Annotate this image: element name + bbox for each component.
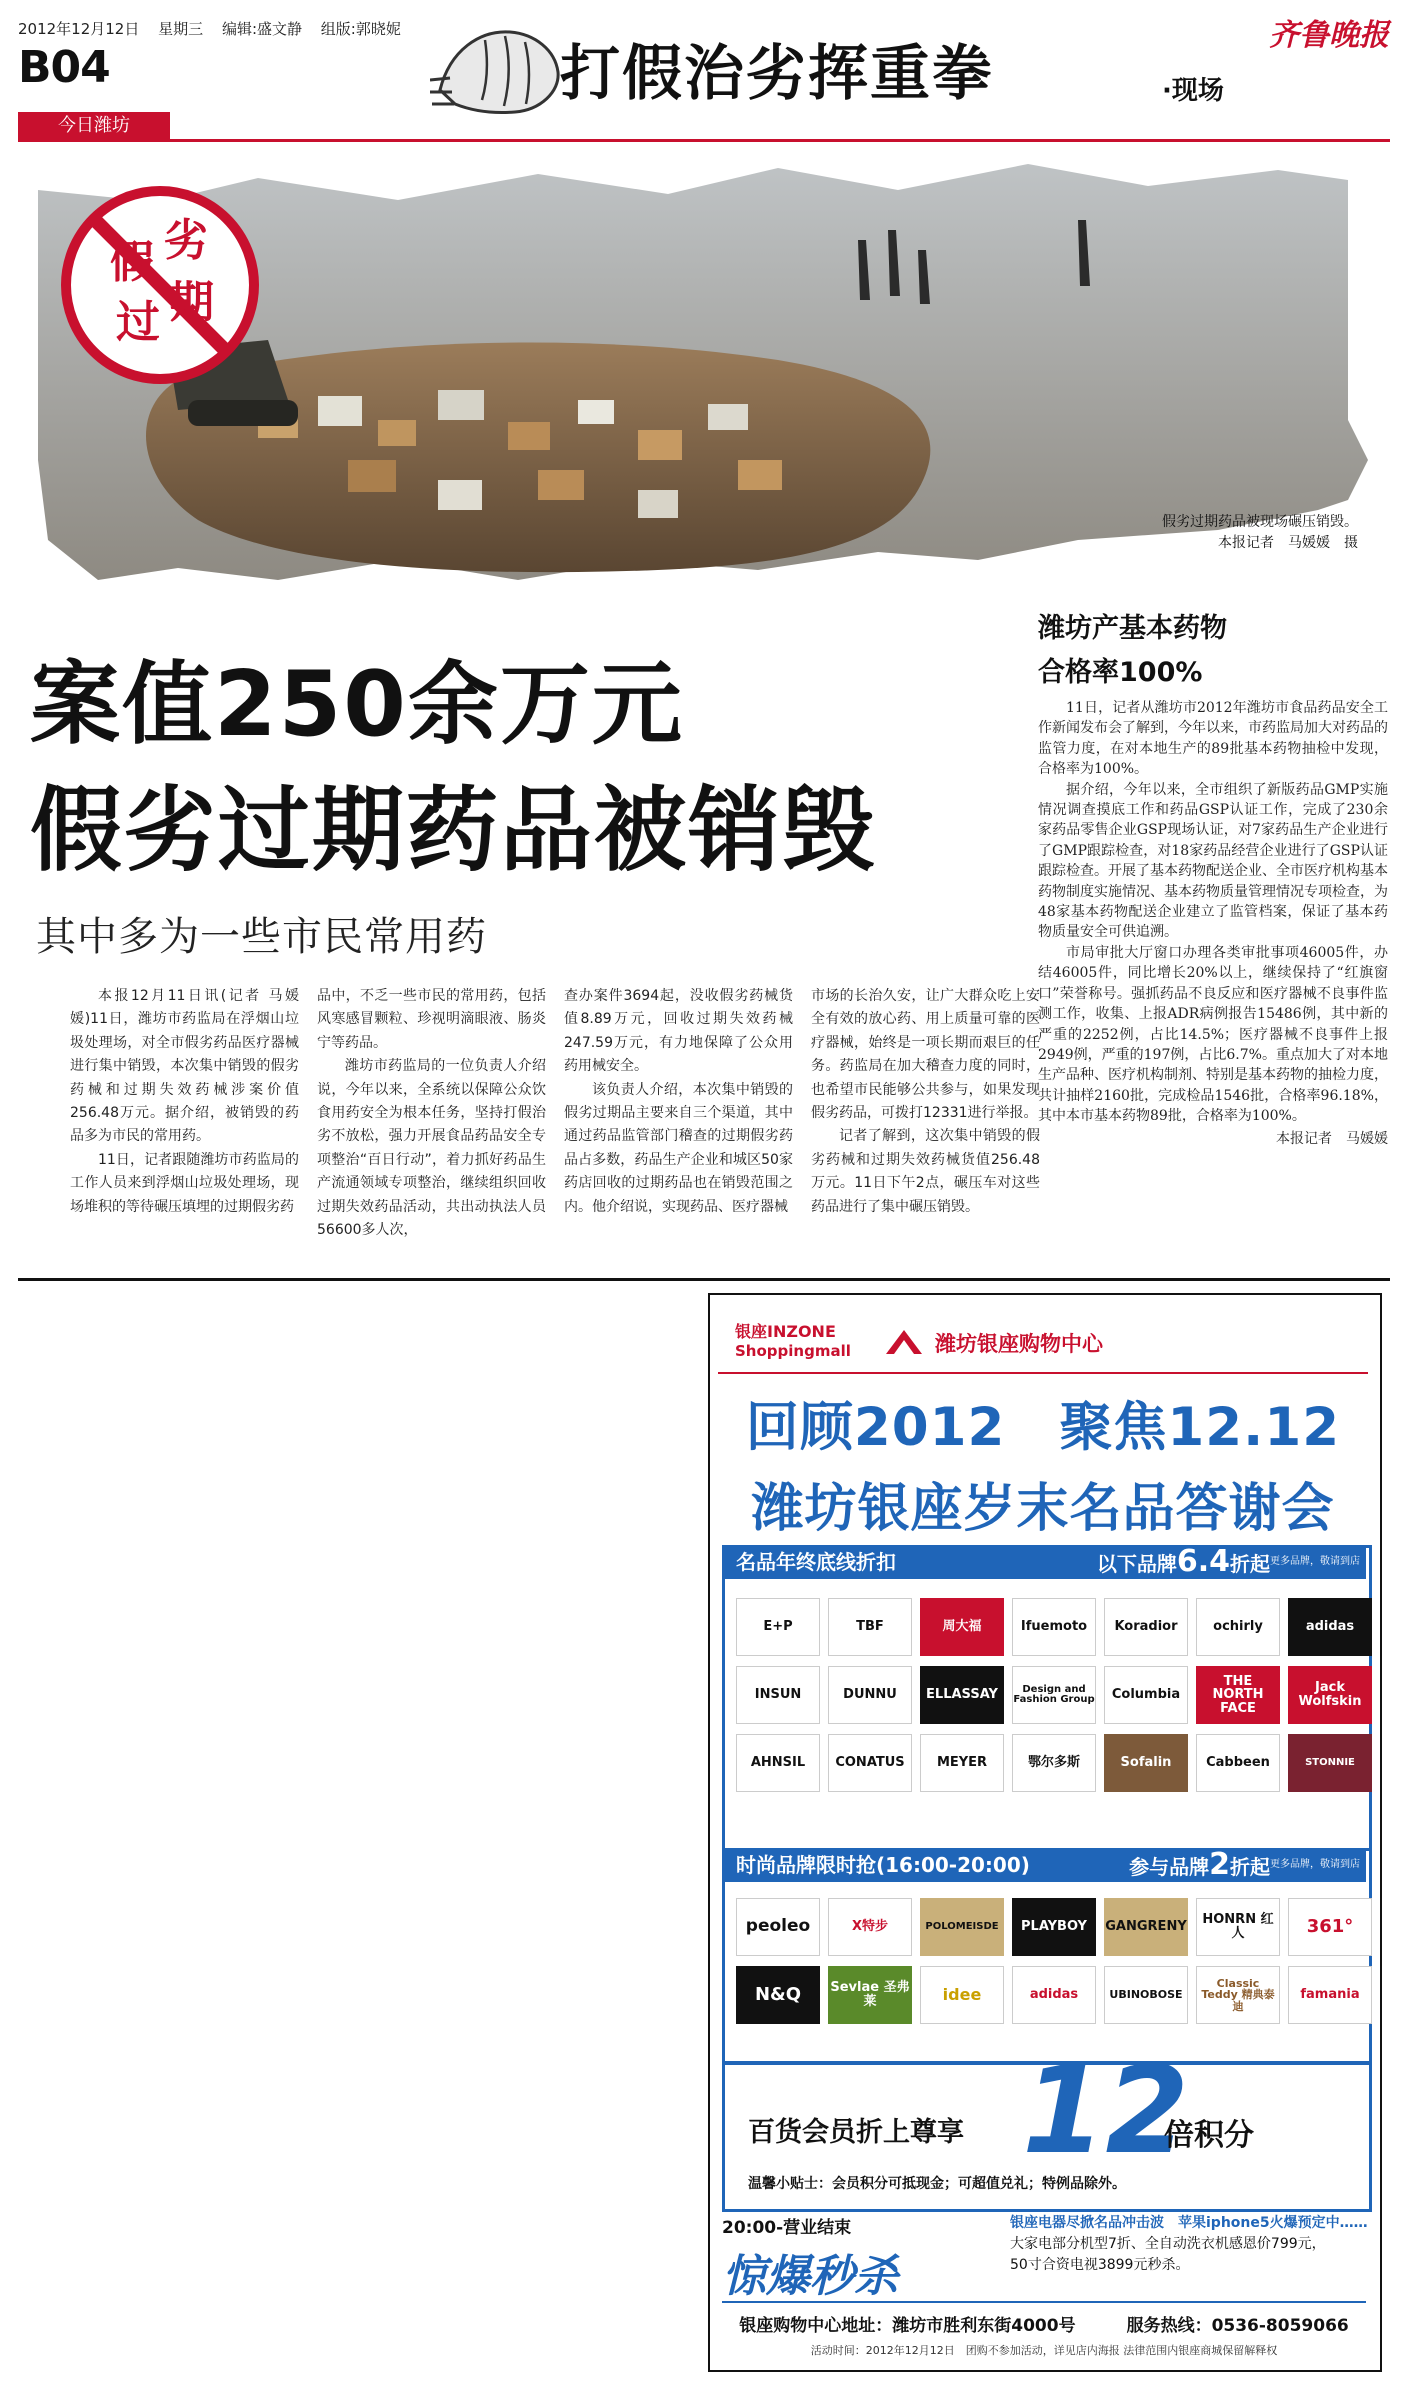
brand-logo: DUNNU <box>828 1666 912 1724</box>
brand-logo: adidas <box>1012 1966 1096 2024</box>
brand-logo: POLOMEISDE <box>920 1898 1004 1956</box>
flash-sale-bar <box>722 1848 1366 1882</box>
flash-detail-line: 银座电器尽掀名品冲击波 苹果iphone5火爆预定中…… <box>1010 2215 1368 2231</box>
discount-rate <box>1097 1545 1270 1581</box>
fine-print: 活动时间：2012年12月12日 团购不参加活动，详见店内海报 法律范围内银座商城保留解释权 <box>810 2344 1278 2357</box>
photo-caption <box>1118 512 1358 554</box>
brand-logo: AHNSIL <box>736 1734 820 1792</box>
brand-logo: X特步 <box>828 1898 912 1956</box>
flash-time: 20:00-营业结束 <box>722 2218 852 2238</box>
sidebar-signature: 本报记者 马媛媛 <box>1276 1130 1388 1147</box>
stamp-badge <box>60 185 260 385</box>
article-column <box>811 985 1040 1270</box>
paragraph: 11日，记者跟随潍坊市药监局的工作人员来到浮烟山垃圾处理场，现场堆积的等待碾压填埋的过期假劣药 <box>70 1151 299 1215</box>
layout-credit: 组版:郭晓妮 <box>320 20 401 38</box>
paragraph: 潍坊市药监局的一位负责人介绍说，今年以来，全系统以保障公众饮食用药安全为根本任务，坚持打假治劣不放松，强力开展食品药品安全专项整治“百日行动”，着力抓好药品生产流通领域专项整治，继续组织回收过期失效药品活动，共出动执法人员56600多人次， <box>317 1058 546 1239</box>
discount-label: 名品年终底线折扣 <box>736 1550 896 1574</box>
brand-logo: HONRN 红人 <box>1196 1898 1280 1956</box>
ad-title-1: 回顾2012 聚焦12.12 <box>745 1397 1341 1458</box>
flash-detail-line: 大家电部分机型7折、全自动洗衣机感恩价799元， <box>1010 2236 1326 2252</box>
mall-logo-en: Shoppingmall <box>735 1342 851 1360</box>
subheadline: 其中多为一些市民常用药 <box>36 914 487 960</box>
more-brands-note: 更多品牌，敬请到店 <box>1270 1556 1360 1567</box>
brand-logo: famania <box>1288 1966 1372 2024</box>
flash-detail-line: 50寸合资电视3899元秒杀。 <box>1010 2257 1190 2273</box>
paragraph: 品中，不乏一些市民的常用药，包括风寒感冒颗粒、珍视明滴眼液、肠炎宁等药品。 <box>317 988 546 1051</box>
sidebar-body <box>1038 698 1388 1149</box>
issue-date: 2012年12月12日 <box>18 20 140 38</box>
discount-post: 折起 <box>1230 1552 1270 1576</box>
stamp-char: 假 <box>110 237 154 288</box>
brand-logo: Design and Fashion Group <box>1012 1666 1096 1724</box>
brand-logo: Koradior <box>1104 1598 1188 1656</box>
caption-line: 假劣过期药品被现场碾压销毁。 <box>1162 514 1358 530</box>
more-brands-note: 更多品牌，敬请到店 <box>1270 1859 1360 1870</box>
points-label: 百货会员折上尊享 <box>748 2117 964 2148</box>
article-column <box>70 985 299 1270</box>
flash-details <box>1010 2213 1368 2276</box>
brand-logo: ochirly <box>1196 1598 1280 1656</box>
points-multiplier: 12 <box>1022 2042 1189 2181</box>
store-name: 潍坊银座购物中心 <box>935 1332 1103 1356</box>
editor-credit: 编辑:盛文静 <box>221 20 302 38</box>
headline-line-2: 假劣过期药品被销毁 <box>30 777 877 884</box>
stamp-char: 过 <box>116 297 160 348</box>
flash-title: 惊爆秒杀 <box>722 2251 898 2302</box>
brand-logo: Columbia <box>1104 1666 1188 1724</box>
brand-logo: ELLASSAY <box>920 1666 1004 1724</box>
header-rule <box>18 139 1390 142</box>
brand-logo: THE NORTH FACE <box>1196 1666 1280 1724</box>
brand-logo: INSUN <box>736 1666 820 1724</box>
flash-sale-rate <box>1129 1848 1270 1884</box>
brand-logo: TBF <box>828 1598 912 1656</box>
brand-logo: PLAYBOY <box>1012 1898 1096 1956</box>
article-column <box>564 985 793 1270</box>
paragraph: 本报12月11日讯(记者 马媛媛)11日，潍坊市药监局在浮烟山垃圾处理场，对全市假劣药品医疗器械进行集中销毁，本次集中销毁的假劣药械和过期失效药械涉案价值256.48万元。据介绍，被销毁的药品多为市民的常用药。 <box>70 988 299 1145</box>
brand-logo: Jack Wolfskin <box>1288 1666 1372 1724</box>
page-number: B04 <box>18 42 110 93</box>
paragraph: 市局审批大厅窗口办理各类审批事项46005件，办结46005件，同比增长20%以上，继续保持了“红旗窗口”荣誉称号。强抓药品不良反应和医疗器械不良事件监测工作，收集、上报ADR病例报告15486例，其中新的严重的2252例，占比14.5%；医疗器械不良事件上报2949例，严重的197例，占比6.7%。重点加大了对本地生产品种、医疗机构制剂、特别是基本药物的抽检力度，共计抽样2160批，完成检品1546批，合格率96.18%，其中本市基本药物89批，合格率为100%。 <box>1038 944 1388 1125</box>
mountain-logo-icon <box>884 1326 924 1356</box>
brand-grid-2 <box>736 1898 1372 2024</box>
store-address: 银座购物中心地址：潍坊市胜利东街4000号 服务热线：0536-8059066 <box>722 2301 1366 2336</box>
stamp-char: 期 <box>170 277 214 328</box>
brand-grid-1 <box>736 1598 1372 1792</box>
article-body <box>70 985 1040 1270</box>
banner-subtitle: ·现场 <box>1162 76 1224 106</box>
sidebar-title-line: 合格率100% <box>1038 657 1203 688</box>
brand-logo: idee <box>920 1966 1004 2024</box>
discount-bar <box>722 1545 1366 1579</box>
brand-logo: Classic Teddy 精典泰迪 <box>1196 1966 1280 2024</box>
ad-title-2: 潍坊银座岁末名品答谢会 <box>751 1479 1335 1539</box>
flash-sale-label: 时尚品牌限时抢(16:00-20:00) <box>736 1853 1030 1877</box>
article-column <box>317 985 546 1270</box>
header-meta <box>18 18 415 39</box>
discount-number: 6.4 <box>1176 1544 1230 1579</box>
ad-rule <box>718 1372 1368 1374</box>
points-unit: 倍积分 <box>1164 2118 1254 2153</box>
issue-weekday: 星期三 <box>158 20 204 38</box>
brand-logo: N&Q <box>736 1966 820 2024</box>
brand-logo: 鄂尔多斯 <box>1012 1734 1096 1792</box>
section-tag: 今日潍坊 <box>18 112 170 140</box>
brand-logo: STONNIE <box>1288 1734 1372 1792</box>
flash-pre: 参与品牌 <box>1129 1855 1210 1879</box>
headline-line-1: 案值250余万元 <box>30 652 684 757</box>
brand-logo: 361° <box>1288 1898 1372 1956</box>
paragraph: 据介绍，今年以来，全市组织了新版药品GMP实施情况调查摸底工作和药品GSP认证工作，完成了230余家药品零售企业GSP现场认证，对7家药品生产企业进行了GMP跟踪检查，对18家药品经营企业进行了GSP认证跟踪检查。开展了基本药物配送企业、全市医疗机构基本药物制度实施情况、基本药物质量管理情况专项检查，为48家基本药物配送企业建立了监管档案，保证了基本药物质量安全可供追溯。 <box>1038 781 1388 941</box>
sidebar-title-line: 潍坊产基本药物 <box>1038 613 1227 644</box>
paragraph: 市场的长治久安，让广大群众吃上安全有效的放心药、用上质量可靠的医疗器械，始终是一项长期而艰巨的任务。药监局在加大稽查力度的同时，也希望市民能够公共参与，如果发现假劣药品，可拨打12331进行举报。 <box>811 988 1040 1122</box>
paper-name-logo: 齐鲁晚报 <box>1269 18 1389 53</box>
paragraph: 查办案件3694起，没收假劣药械货值8.89万元，回收过期失效药械247.59万元，有力地保障了公众用药用械安全。 <box>564 988 793 1075</box>
fist-icon <box>430 20 570 120</box>
article-bottom-rule <box>18 1278 1390 1281</box>
banner-title: 打假治劣挥重拳 <box>560 39 994 109</box>
brand-logo: CONATUS <box>828 1734 912 1792</box>
discount-pre: 以下品牌 <box>1096 1552 1177 1576</box>
brand-logo: E+P <box>736 1598 820 1656</box>
brand-logo: Ifuemoto <box>1012 1598 1096 1656</box>
paragraph: 记者了解到，这次集中销毁的假劣药械和过期失效药械货值256.48万元。11日下午2点，碾压车对这些药品进行了集中碾压销毁。 <box>811 1128 1040 1215</box>
brand-logo: Cabbeen <box>1196 1734 1280 1792</box>
paragraph: 该负责人介绍，本次集中销毁的假劣过期品主要来自三个渠道，其中通过药品监管部门稽查的过期假劣药品占多数，药品生产企业和城区50家药店回收的过期药品也在销毁范围之内。他介绍说，实现药品、医疗器械 <box>564 1081 793 1215</box>
caption-credit: 本报记者 马媛媛 摄 <box>1218 535 1358 551</box>
sidebar-title <box>1038 607 1227 695</box>
stamp-char: 劣 <box>164 215 208 266</box>
brand-logo: Sevlae 圣弗莱 <box>828 1966 912 2024</box>
member-tip: 温馨小贴士：会员积分可抵现金；可超值兑礼；特例品除外。 <box>748 2176 1126 2192</box>
brand-logo: peoleo <box>736 1898 820 1956</box>
brand-logo: adidas <box>1288 1598 1372 1656</box>
flash-number: 2 <box>1209 1847 1230 1882</box>
mall-logo <box>735 1322 905 1362</box>
mall-logo-cn: 银座INZONE <box>735 1322 836 1341</box>
brand-logo: GANGRENY <box>1104 1898 1188 1956</box>
brand-logo: MEYER <box>920 1734 1004 1792</box>
brand-logo: 周大福 <box>920 1598 1004 1656</box>
paragraph: 11日，记者从潍坊市2012年潍坊市食品药品安全工作新闻发布会了解到，今年以来，市药监局加大对药品的监管力度，在对本地生产的89批基本药物抽检中发现，合格率为100%。 <box>1038 700 1388 778</box>
flash-post: 折起 <box>1230 1855 1270 1879</box>
brand-logo: UBINOBOSE <box>1104 1966 1188 2024</box>
brand-logo: Sofalin <box>1104 1734 1188 1792</box>
